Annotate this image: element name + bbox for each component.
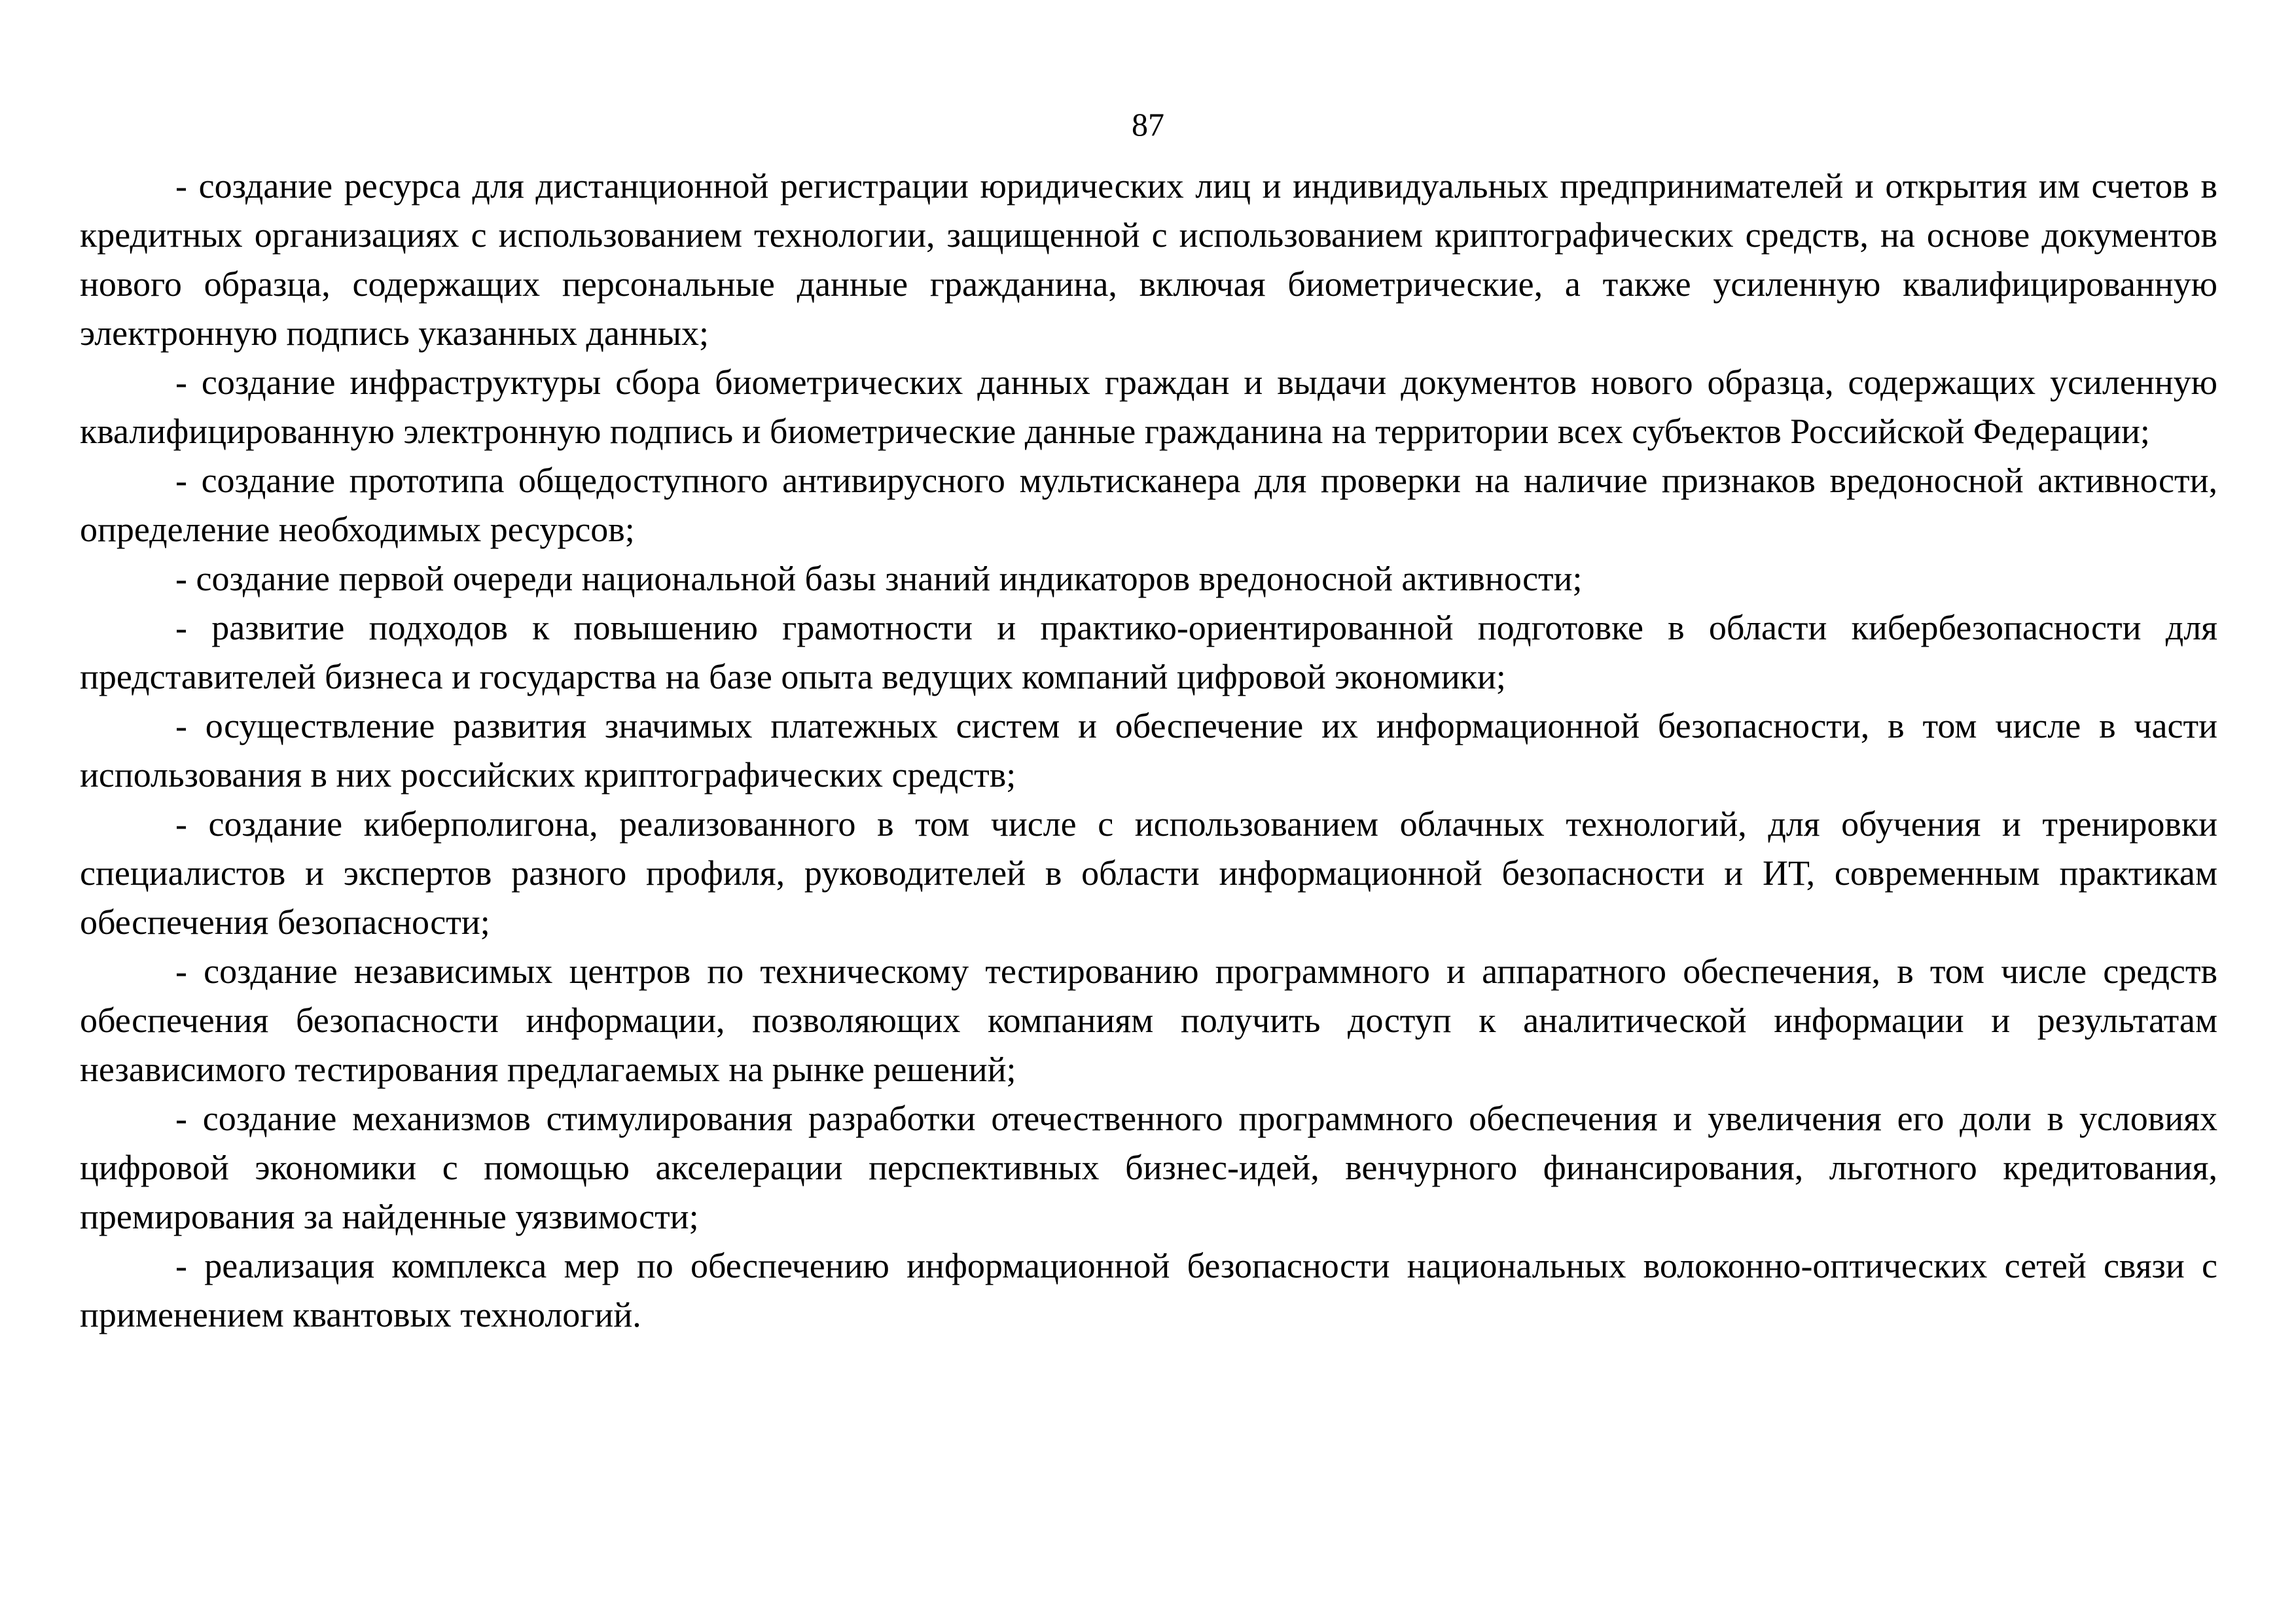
list-item: - реализация комплекса мер по обеспечению информационной безопасности национальных волоконно-оптических сетей связи с применением квантовых технологий. [80, 1246, 2217, 1334]
list-item: - создание киберполигона, реализованного в том числе с использованием облачных технологий, для обучения и тренировки специалистов и экспертов разного профиля, руководителей в области информационной безопасности и ИТ, современным практикам обеспечения безопасности; [80, 804, 2217, 942]
document-body [80, 162, 2217, 1340]
list-item: - создание инфраструктуры сбора биометрических данных граждан и выдачи документов нового образца, содержащих усиленную квалифицированную электронную подпись и биометрические данные гражданина на территории всех субъектов Российской Федерации; [80, 363, 2217, 451]
list-item: - создание независимых центров по техническому тестированию программного и аппаратного обеспечения, в том числе средств обеспечения безопасности информации, позволяющих компаниям получить доступ к аналитической информации и результатам независимого тестирования предлагаемых на рынке решений; [80, 952, 2217, 1089]
list-item: - создание механизмов стимулирования разработки отечественного программного обеспечения и увеличения его доли в условиях цифровой экономики с помощью акселерации перспективных бизнес-идей, венчурного финансирования, льготного кредитования, премирования за найденные уязвимости; [80, 1099, 2217, 1236]
list-item: - создание ресурса для дистанционной регистрации юридических лиц и индивидуальных предпринимателей и открытия им счетов в кредитных организациях с использованием технологии, защищенной с использованием криптографических средств, на основе документов нового образца, содержащих персональные данные гражданина, включая биометрические, а также усиленную квалифицированную электронную подпись указанных данных; [80, 166, 2217, 353]
list-item: - развитие подходов к повышению грамотности и практико-ориентированной подготовке в области кибербезопасности для представителей бизнеса и государства на базе опыта ведущих компаний цифровой экономики; [80, 608, 2217, 696]
list-item: - осуществление развития значимых платежных систем и обеспечение их информационной безопасности, в том числе в части использования в них российских криптографических средств; [80, 706, 2217, 794]
list-item: - создание прототипа общедоступного антивирусного мультисканера для проверки на наличие признаков вредоносной активности, определение необходимых ресурсов; [80, 461, 2217, 549]
list-item: - создание первой очереди национальной базы знаний индикаторов вредоносной активности; [175, 559, 1583, 598]
page-number: 87 [1132, 106, 1164, 143]
